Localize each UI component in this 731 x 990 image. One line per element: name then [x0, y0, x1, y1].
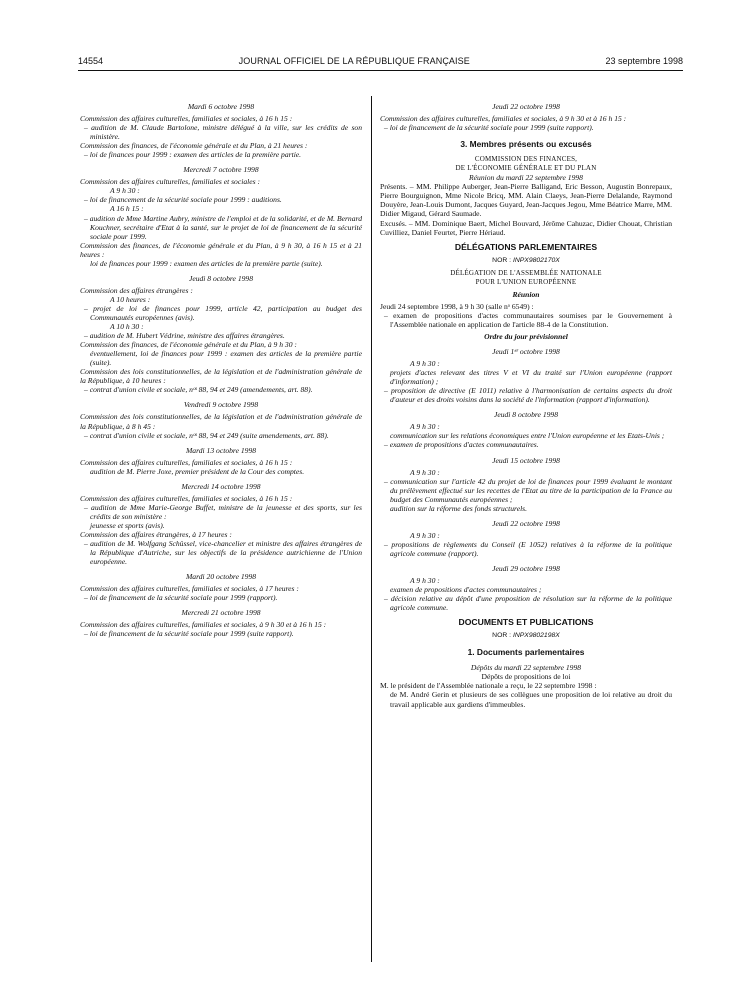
right-paragraph: – loi de financement de la sécurité sociale pour 1999 (suite rapport).	[384, 123, 594, 133]
right-paragraph: DOCUMENTS ET PUBLICATIONS	[458, 617, 594, 628]
left-paragraph: loi de finances pour 1999 : examen des articles de la première partie (suite).	[90, 258, 323, 268]
right-paragraph: – examen de propositions d'actes communautaires soumises par le Gouvernement à l'Assemblée nationale en application de l'article 88-4 de la Constitution.	[384, 310, 672, 329]
left-paragraph: éventuellement, loi de finances pour 1999 : examen des articles de la première partie (suite).	[90, 349, 362, 368]
left-paragraph: Commission des affaires culturelles, familiales et sociales, à 9 h 30 et à 16 h 15 :	[80, 620, 327, 630]
left-paragraph: Mardi 6 octobre 1998	[187, 102, 255, 111]
right-paragraph: Jeudi 29 octobre 1998	[492, 563, 560, 573]
left-column	[80, 96, 362, 638]
right-paragraph: Excusés. – MM. Dominique Baert, Michel Bouvard, Jérôme Cahuzac, Didier Chouat, Christian Cuvilliez, Daniel Feurtet, Pierre Hériaud.	[380, 218, 672, 237]
right-paragraph: – communication sur l'article 42 du projet de loi de finances pour 1999 évaluant le montant du prélèvement effectué sur les recettes de l'Etat au titre de la participation de la France au budget des Communautés européennes ;	[384, 476, 672, 504]
right-paragraph: A 9 h 30 :	[410, 530, 440, 540]
left-paragraph: Commission des lois constitutionnelles, de la législation et de l'administration générale de la République, à 10 heures :	[80, 367, 362, 386]
left-paragraph: Commission des finances, de l'économie générale et du Plan, à 9 h 30, à 16 h 15 et à 21 heures :	[80, 240, 362, 259]
right-paragraph: Commission des affaires culturelles, familiales et sociales, à 9 h 30 et à 16 h 15 :	[380, 114, 627, 124]
right-paragraph: Dépôts de propositions de loi	[481, 672, 571, 682]
nor-code: INPX9802170X	[512, 256, 560, 264]
right-paragraph: 3. Membres présents ou excusés	[460, 139, 592, 150]
right-paragraph: A 9 h 30 :	[410, 359, 440, 369]
journal-title: JOURNAL OFFICIEL DE LA RÉPUBLIQUE FRANÇAISE	[238, 56, 470, 66]
left-paragraph: Commission des affaires culturelles, familiales et sociales, à 16 h 15 :	[80, 457, 293, 467]
right-paragraph: Jeudi 8 octobre 1998	[493, 410, 559, 420]
left-paragraph: Mardi 20 octobre 1998	[185, 572, 257, 582]
left-paragraph: Mercredi 14 octobre 1998	[181, 481, 261, 491]
left-paragraph: Commission des affaires culturelles, familiales et sociales :	[80, 177, 260, 187]
right-paragraph: – examen de propositions d'actes communautaires.	[384, 440, 539, 450]
left-paragraph: Commission des affaires étrangères, à 17 heures :	[80, 529, 232, 539]
left-paragraph: – audition de Mme Marie-George Buffet, ministre de la jeunesse et des sports, sur les crédits de son ministère :	[84, 502, 362, 521]
right-paragraph: M. le président de l'Assemblée nationale a reçu, le 22 septembre 1998 :	[380, 681, 597, 691]
page-number: 14554	[78, 56, 104, 66]
right-paragraph: Dépôts du mardi 22 septembre 1998	[470, 663, 582, 673]
left-paragraph: – contrat d'union civile et sociale, nᵒˢ 88, 94 et 249 (amendements, art. 88).	[84, 385, 313, 395]
right-paragraph: Jeudi 15 octobre 1998	[492, 455, 560, 465]
left-paragraph: – loi de financement de la sécurité sociale pour 1999 : auditions.	[84, 195, 282, 205]
right-paragraph: – propositions de règlements du Conseil (E 1052) relatives à la réforme de la politique agricole commune (rapport).	[384, 539, 672, 558]
left-paragraph: Commission des affaires culturelles, familiales et sociales, à 16 h 15 :	[80, 114, 293, 124]
left-paragraph: A 16 h 15 :	[110, 204, 144, 214]
right-paragraph: audition sur la réforme des fonds structurels.	[390, 503, 528, 513]
left-paragraph: – contrat d'union civile et sociale, nᵒˢ 88, 94 et 249 (suite amendements, art. 88).	[84, 430, 329, 440]
left-paragraph: – audition de M. Claude Bartolone, ministre délégué à la ville, sur les crédits de son ministère.	[84, 123, 362, 142]
right-paragraph: Ordre du jour prévisionnel	[484, 331, 568, 341]
right-paragraph: Réunion	[512, 289, 540, 299]
right-paragraph: examen de propositions d'actes communautaires ;	[390, 585, 542, 595]
left-paragraph: Commission des affaires culturelles, familiales et sociales, à 17 heures :	[80, 584, 299, 594]
left-paragraph: – loi de financement de la sécurité sociale pour 1999 (rapport).	[84, 593, 278, 603]
right-paragraph: A 9 h 30 :	[410, 467, 440, 477]
left-paragraph: Vendredi 9 octobre 1998	[183, 400, 259, 410]
left-paragraph: – projet de loi de finances pour 1999, article 42, participation au budget des Communautés européennes (avis).	[84, 303, 362, 322]
left-paragraph: A 10 h 30 :	[110, 322, 144, 332]
nor-prefix: NOR :	[492, 256, 513, 264]
left-paragraph: – audition de M. Wolfgang Schüssel, vice-chancelier et ministre des affaires étrangères de la République d'Autriche, sur les objectifs de la présidence autrichienne de l'Union européenne.	[84, 539, 362, 567]
right-paragraph: Jeudi 1ᵉʳ octobre 1998	[492, 347, 560, 357]
left-paragraph: jeunesse et sports (avis).	[90, 520, 165, 530]
nor-prefix: NOR :	[492, 632, 513, 640]
left-paragraph: Commission des affaires culturelles, familiales et sociales, à 16 h 15 :	[80, 493, 293, 503]
left-paragraph: Mardi 13 octobre 1998	[185, 445, 257, 455]
left-paragraph: – loi de finances pour 1999 : examen des articles de la première partie.	[84, 150, 302, 160]
left-paragraph: Commission des finances, de l'économie générale et du Plan, à 21 heures :	[80, 141, 308, 151]
left-paragraph: Commission des affaires étrangères :	[80, 285, 193, 295]
left-paragraph: Mercredi 7 octobre 1998	[183, 165, 259, 175]
right-paragraph	[380, 256, 672, 265]
right-paragraph: Jeudi 22 octobre 1998	[492, 102, 560, 111]
right-paragraph: POUR L'UNION EUROPÉENNE	[475, 277, 577, 286]
page-header	[78, 54, 683, 68]
issue-date: 23 septembre 1998	[605, 56, 683, 66]
right-paragraph: 1. Documents parlementaires	[467, 647, 585, 658]
right-paragraph: Réunion du mardi 22 septembre 1998	[469, 173, 583, 183]
right-paragraph: DÉLÉGATION DE L'ASSEMBLÉE NATIONALE	[450, 268, 602, 277]
left-paragraph: audition de M. Pierre Joxe, premier président de la Cour des comptes.	[90, 466, 305, 476]
right-paragraph: Jeudi 24 septembre 1998, à 9 h 30 (salle nᵒ 6549) :	[380, 301, 534, 311]
right-paragraph: communication sur les relations économiques entre l'Union européenne et les Etats-Unis ;	[390, 431, 665, 441]
right-paragraph: A 9 h 30 :	[410, 422, 440, 432]
right-paragraph: Jeudi 22 octobre 1998	[492, 518, 560, 528]
header-rule	[78, 70, 683, 71]
left-paragraph: Commission des lois constitutionnelles, de la législation et de l'administration générale de la République, à 8 h 45 :	[80, 412, 362, 431]
right-paragraph: COMMISSION DES FINANCES,	[474, 155, 578, 164]
left-paragraph: Jeudi 8 octobre 1998	[188, 273, 254, 283]
right-paragraph: projets d'actes relevant des titres V et VI du traité sur l'Union européenne (rapport d'information) ;	[390, 368, 672, 387]
left-paragraph: – audition de Mme Martine Aubry, ministre de l'emploi et de la solidarité, et de M. Bernard Kouchner, secrétaire d'Etat à la santé, sur le projet de loi de financement de la sécurité sociale pour 1999.	[84, 213, 362, 241]
nor-code: INPX9802198X	[512, 632, 560, 640]
right-paragraph: – proposition de directive (E 1011) relative à l'harmonisation de certains aspects du droit d'auteur et des droits voisins dans la société de l'information (rapport d'information).	[384, 386, 672, 405]
right-paragraph	[380, 631, 672, 640]
right-paragraph: DE L'ÉCONOMIE GÉNÉRALE ET DU PLAN	[455, 164, 597, 173]
right-paragraph: – décision relative au dépôt d'une proposition de résolution sur la réforme de la politique agricole commune.	[384, 594, 672, 613]
left-paragraph: Mercredi 21 octobre 1998	[181, 608, 261, 618]
right-paragraph: DÉLÉGATIONS PARLEMENTAIRES	[454, 241, 598, 252]
left-paragraph: – loi de financement de la sécurité sociale pour 1999 (suite rapport).	[84, 629, 294, 639]
right-paragraph: Présents. – MM. Philippe Auberger, Jean-Pierre Balligand, Eric Besson, Augustin Bonrepaux, Pierre Bourguignon, Mme Nicole Bricq, MM. Alain Claeys, Jean-Pierre Delalande, Raymond Douyère, Jean-Louis Dumont, Jacques Guyard, Jean-Jacques Jegou, Mme Béatrice Marre, MM. Didier Migaud, Gérard Saumade.	[380, 182, 672, 219]
right-column	[380, 96, 672, 709]
left-paragraph: – audition de M. Hubert Védrine, ministre des affaires étrangères.	[84, 331, 285, 341]
right-paragraph: de M. André Gerin et plusieurs de ses collègues une proposition de loi relative au droit du travail applicable aux gardiens d'immeubles.	[390, 690, 672, 709]
left-paragraph: A 9 h 30 :	[110, 186, 140, 196]
column-divider	[371, 96, 372, 962]
right-paragraph: A 9 h 30 :	[410, 576, 440, 586]
left-paragraph: A 10 heures :	[110, 294, 151, 304]
left-paragraph: Commission des finances, de l'économie générale et du Plan, à 9 h 30 :	[80, 340, 297, 350]
